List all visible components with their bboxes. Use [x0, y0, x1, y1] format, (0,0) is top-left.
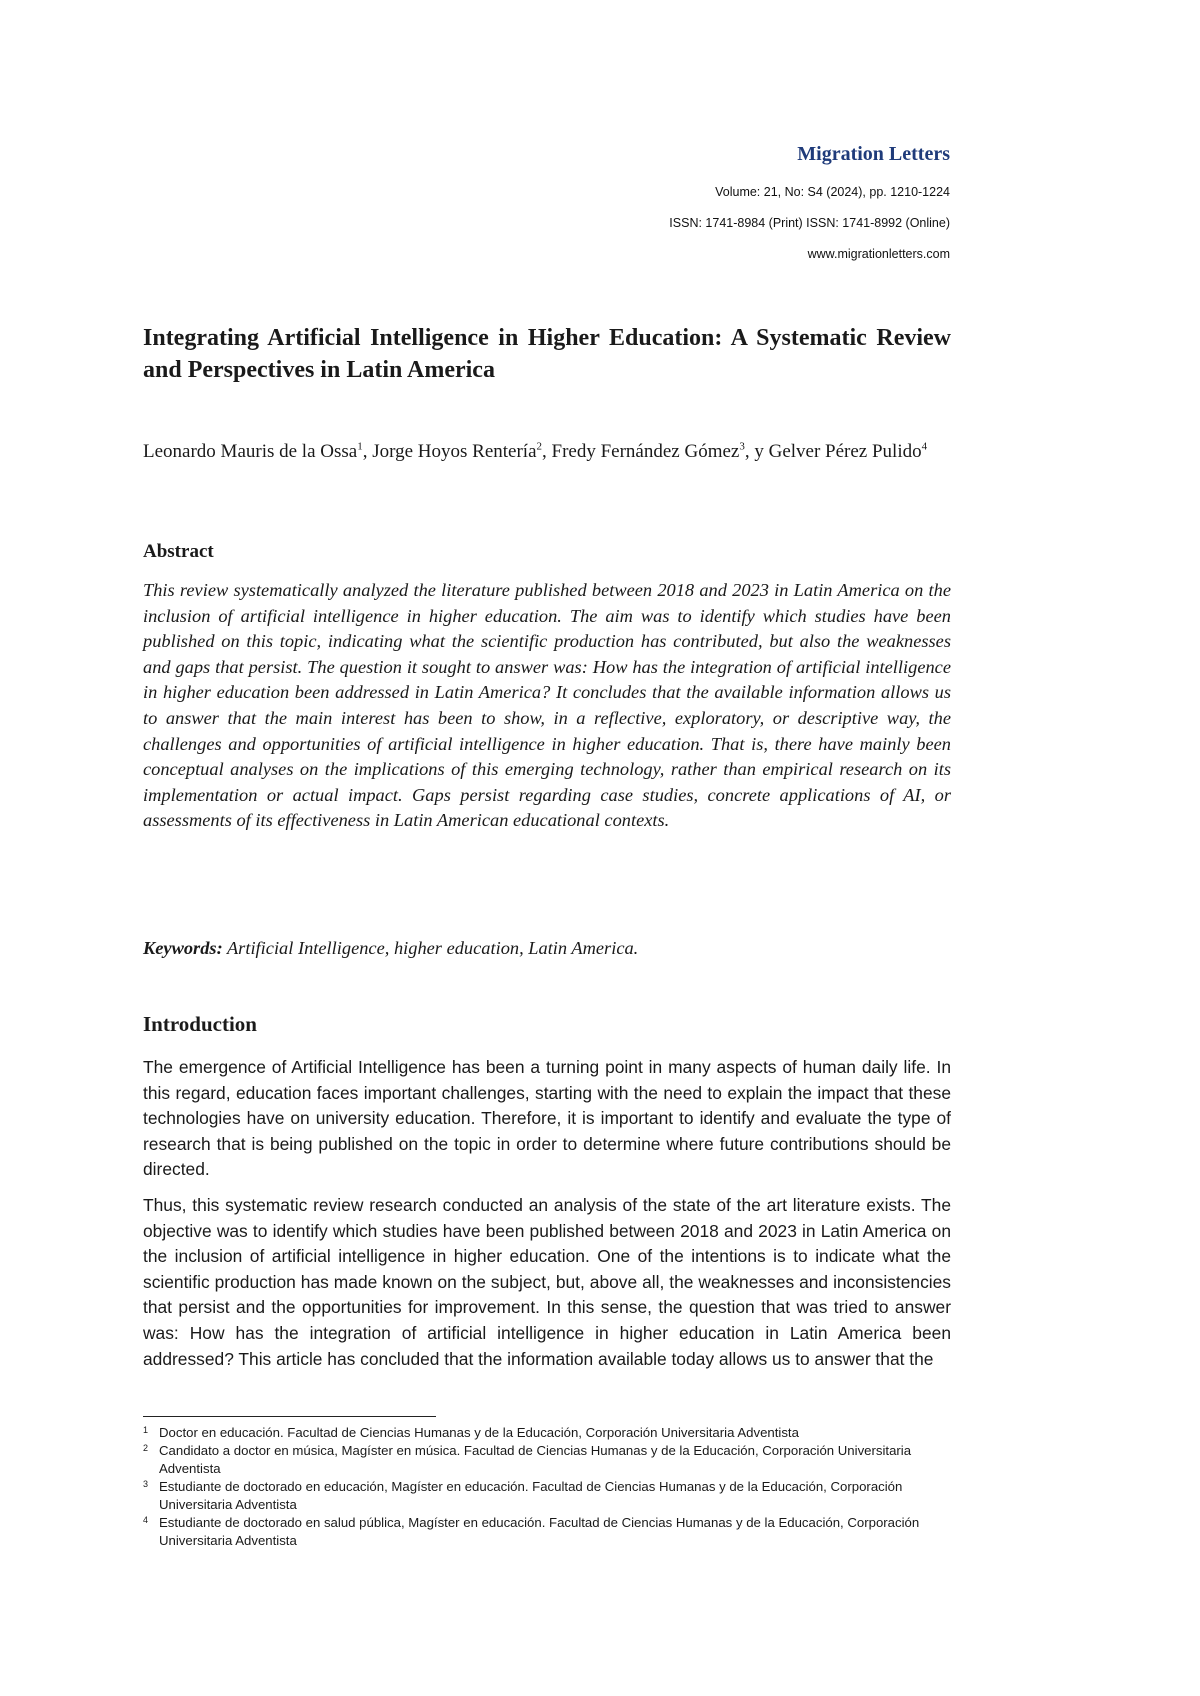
author-name: Fredy Fernández Gómez [551, 441, 740, 462]
author-affiliation-number: 4 [921, 440, 928, 453]
keywords-label: Keywords: [143, 938, 223, 958]
footnote-item [143, 1442, 951, 1478]
footnote-text: Estudiante de doctorado en salud pública, Magíster en educación. Facultad de Ciencias Humanas y de la Educación, Corporación Universitaria Adventista [159, 1515, 920, 1548]
footnote-text: Estudiante de doctorado en educación, Magíster en educación. Facultad de Ciencias Humanas y de la Educación, Corporación Universitaria Adventista [159, 1479, 903, 1512]
author-name: Jorge Hoyos Rentería [372, 441, 537, 462]
journal-name: Migration Letters [797, 143, 950, 165]
footnote-number: 2 [143, 1443, 149, 1453]
footnote-list [143, 1424, 951, 1550]
author-separator: , [362, 441, 373, 462]
footnote-item [143, 1478, 951, 1514]
footnote-number: 3 [143, 1479, 149, 1489]
introduction-heading: Introduction [143, 1012, 257, 1036]
author-name: Leonardo Mauris de la Ossa [143, 441, 358, 462]
author-affiliation-number: 3 [739, 440, 745, 453]
author-separator: , y [744, 441, 769, 462]
article-title: Integrating Artificial Intelligence in Higher Education: A Systematic Review and Perspectives in Latin America [143, 325, 951, 383]
keywords-text: Artificial Intelligence, higher education, Latin America. [222, 938, 639, 958]
author-separator: , [542, 441, 552, 462]
footnote-item [143, 1424, 951, 1442]
issn-info: ISSN: 1741-8984 (Print) ISSN: 1741-8992 (Online) [669, 216, 950, 230]
journal-header [669, 143, 950, 277]
author-list [143, 437, 951, 467]
footnote-text: Candidato a doctor en música, Magíster en música. Facultad de Ciencias Humanas y de la Educación, Corporación Universitaria Adventista [159, 1443, 912, 1476]
footnote-number: 1 [143, 1425, 149, 1435]
abstract-heading: Abstract [143, 541, 214, 562]
volume-info: Volume: 21, No: S4 (2024), pp. 1210-1224 [715, 185, 950, 199]
keywords-line [143, 935, 951, 961]
footnote-text: Doctor en educación. Facultad de Ciencias Humanas y de la Educación, Corporación Universitaria Adventista [159, 1425, 799, 1440]
journal-website: www.migrationletters.com [807, 247, 950, 261]
footnote-item [143, 1514, 951, 1550]
introduction-paragraph: The emergence of Artificial Intelligence has been a turning point in many aspects of human daily life. In this regard, education faces important challenges, starting with the need to explain the impact that these technologies have on university education. Therefore, it is important to identify and evaluate the type of research that is being published on the topic in order to determine where future contributions should be directed. [143, 1057, 951, 1180]
author-affiliation-number: 1 [357, 440, 363, 453]
footnote-separator [143, 1416, 436, 1417]
author-affiliation-number: 2 [536, 440, 543, 453]
introduction-paragraph: Thus, this systematic review research conducted an analysis of the state of the art literature exists. The objective was to identify which studies have been published between 2018 and 2023 in Latin America on the inclusion of artificial intelligence in higher education. One of the intentions is to indicate what the scientific production has made known on the subject, but, above all, the weaknesses and inconsistencies that persist and the opportunities for improvement. In this sense, the question that was tried to answer was: How has the integration of artificial intelligence in higher education in Latin America been addressed? This article has concluded that the information available today allows us to answer that the [143, 1195, 951, 1369]
footnote-number: 4 [143, 1515, 149, 1525]
abstract-text: This review systematically analyzed the literature published between 2018 and 2023 in Latin America on the inclusion of artificial intelligence in higher education. The aim was to identify which studies have been published on this topic, indicating what the scientific production has contributed, but also the weaknesses and gaps that persist. The question it sought to answer was: How has the integration of artificial intelligence in higher education been addressed in Latin America? It concludes that the available information allows us to answer that the main interest has been to show, in a reflective, exploratory, or descriptive way, the challenges and opportunities of artificial intelligence in higher education. That is, there have mainly been conceptual analyses on the implications of this emerging technology, rather than empirical research on its implementation or actual impact. Gaps persist regarding case studies, concrete applications of AI, or assessments of its effectiveness in Latin American educational contexts. [143, 580, 951, 831]
author-name: Gelver Pérez Pulido [768, 441, 922, 462]
